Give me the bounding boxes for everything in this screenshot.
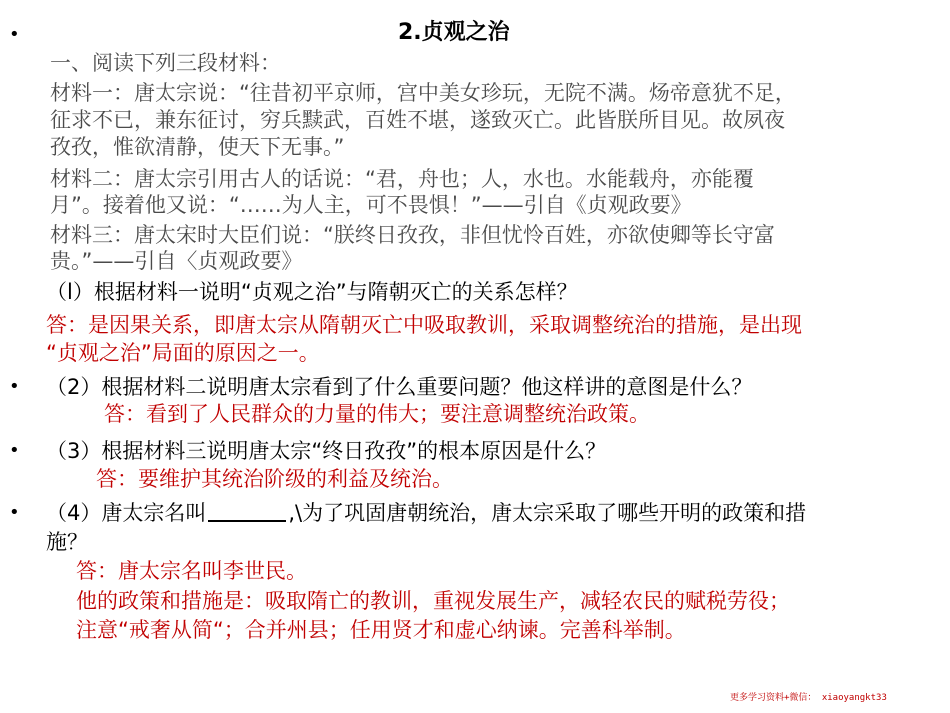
answer-blank	[208, 502, 286, 522]
material-2-line: 材料二：唐太宗引用古人的话说：“君，舟也；人，水也。水能载舟，亦能覆	[50, 167, 754, 191]
question-3: （3）根据材料三说明唐太宗“终日孜孜”的根本原因是什么？	[46, 439, 607, 463]
bullet: •	[9, 24, 20, 45]
question-4-part2: ,\为了巩固唐朝统治，唐太宗采取了哪些开明的政策和措	[288, 501, 807, 525]
material-3-line: 贵。”——引自〈贞观政要》	[50, 249, 303, 273]
page-title: 2.贞观之治	[398, 20, 510, 45]
answer-4-line: 注意“戒奢从简“；合并州县；任用贤才和虚心纳谏。完善科举制。	[76, 618, 686, 642]
question-4-line2: 施？	[46, 530, 88, 554]
material-1-line: 材料一：唐太宗说：“往昔初平京师，宫中美女珍玩，无院不满。炀帝意犹不足，	[50, 81, 796, 105]
watermark-text: 更多学习资料+微信： xiaoyangkt33	[730, 693, 887, 703]
question-4	[46, 500, 806, 526]
bullet: •	[9, 376, 20, 397]
answer-4-line: 他的政策和措施是：吸取隋亡的教训，重视发展生产，减轻农民的赋税劳役；	[76, 589, 790, 613]
question-4-part1: （4）唐太宗名叫	[46, 501, 207, 525]
material-1-line: 孜孜，惟欲清静，使天下无事。”	[50, 135, 345, 159]
question-2: （2）根据材料二说明唐太宗看到了什么重要问题？他这样讲的意图是什么？	[46, 375, 753, 399]
answer-4-line: 答：唐太宗名叫李世民。	[76, 559, 307, 583]
instruction-text: 一、阅读下列三段材料：	[50, 51, 281, 75]
material-2-line: 月”。接着他又说：“……为人主，可不畏惧！”——引自《贞观政要》	[50, 193, 692, 217]
bullet: •	[9, 502, 20, 523]
question-1: （l）根据材料一说明“贞观之治”与隋朝灭亡的关系怎样？	[46, 280, 578, 304]
answer-2: 答：看到了人民群众的力量的伟大；要注意调整统治政策。	[104, 402, 650, 426]
material-1-line: 征求不已，兼东征讨，穷兵黩武，百姓不堪，遂致灭亡。此皆朕所目见。故夙夜	[50, 108, 785, 132]
answer-3: 答：要维护其统治阶级的利益及统治。	[96, 467, 453, 491]
bullet: •	[9, 440, 20, 461]
answer-1-line: “贞观之治”局面的原因之一。	[46, 341, 320, 365]
answer-1-line: 答：是因果关系，即唐太宗从隋朝灭亡中吸取教训，采取调整统治的措施，是出现	[46, 313, 802, 337]
material-3-line: 材料三：唐太宋时大臣们说：“朕终日孜孜，非但忧怜百姓，亦欲使卿等长守富	[50, 223, 775, 247]
